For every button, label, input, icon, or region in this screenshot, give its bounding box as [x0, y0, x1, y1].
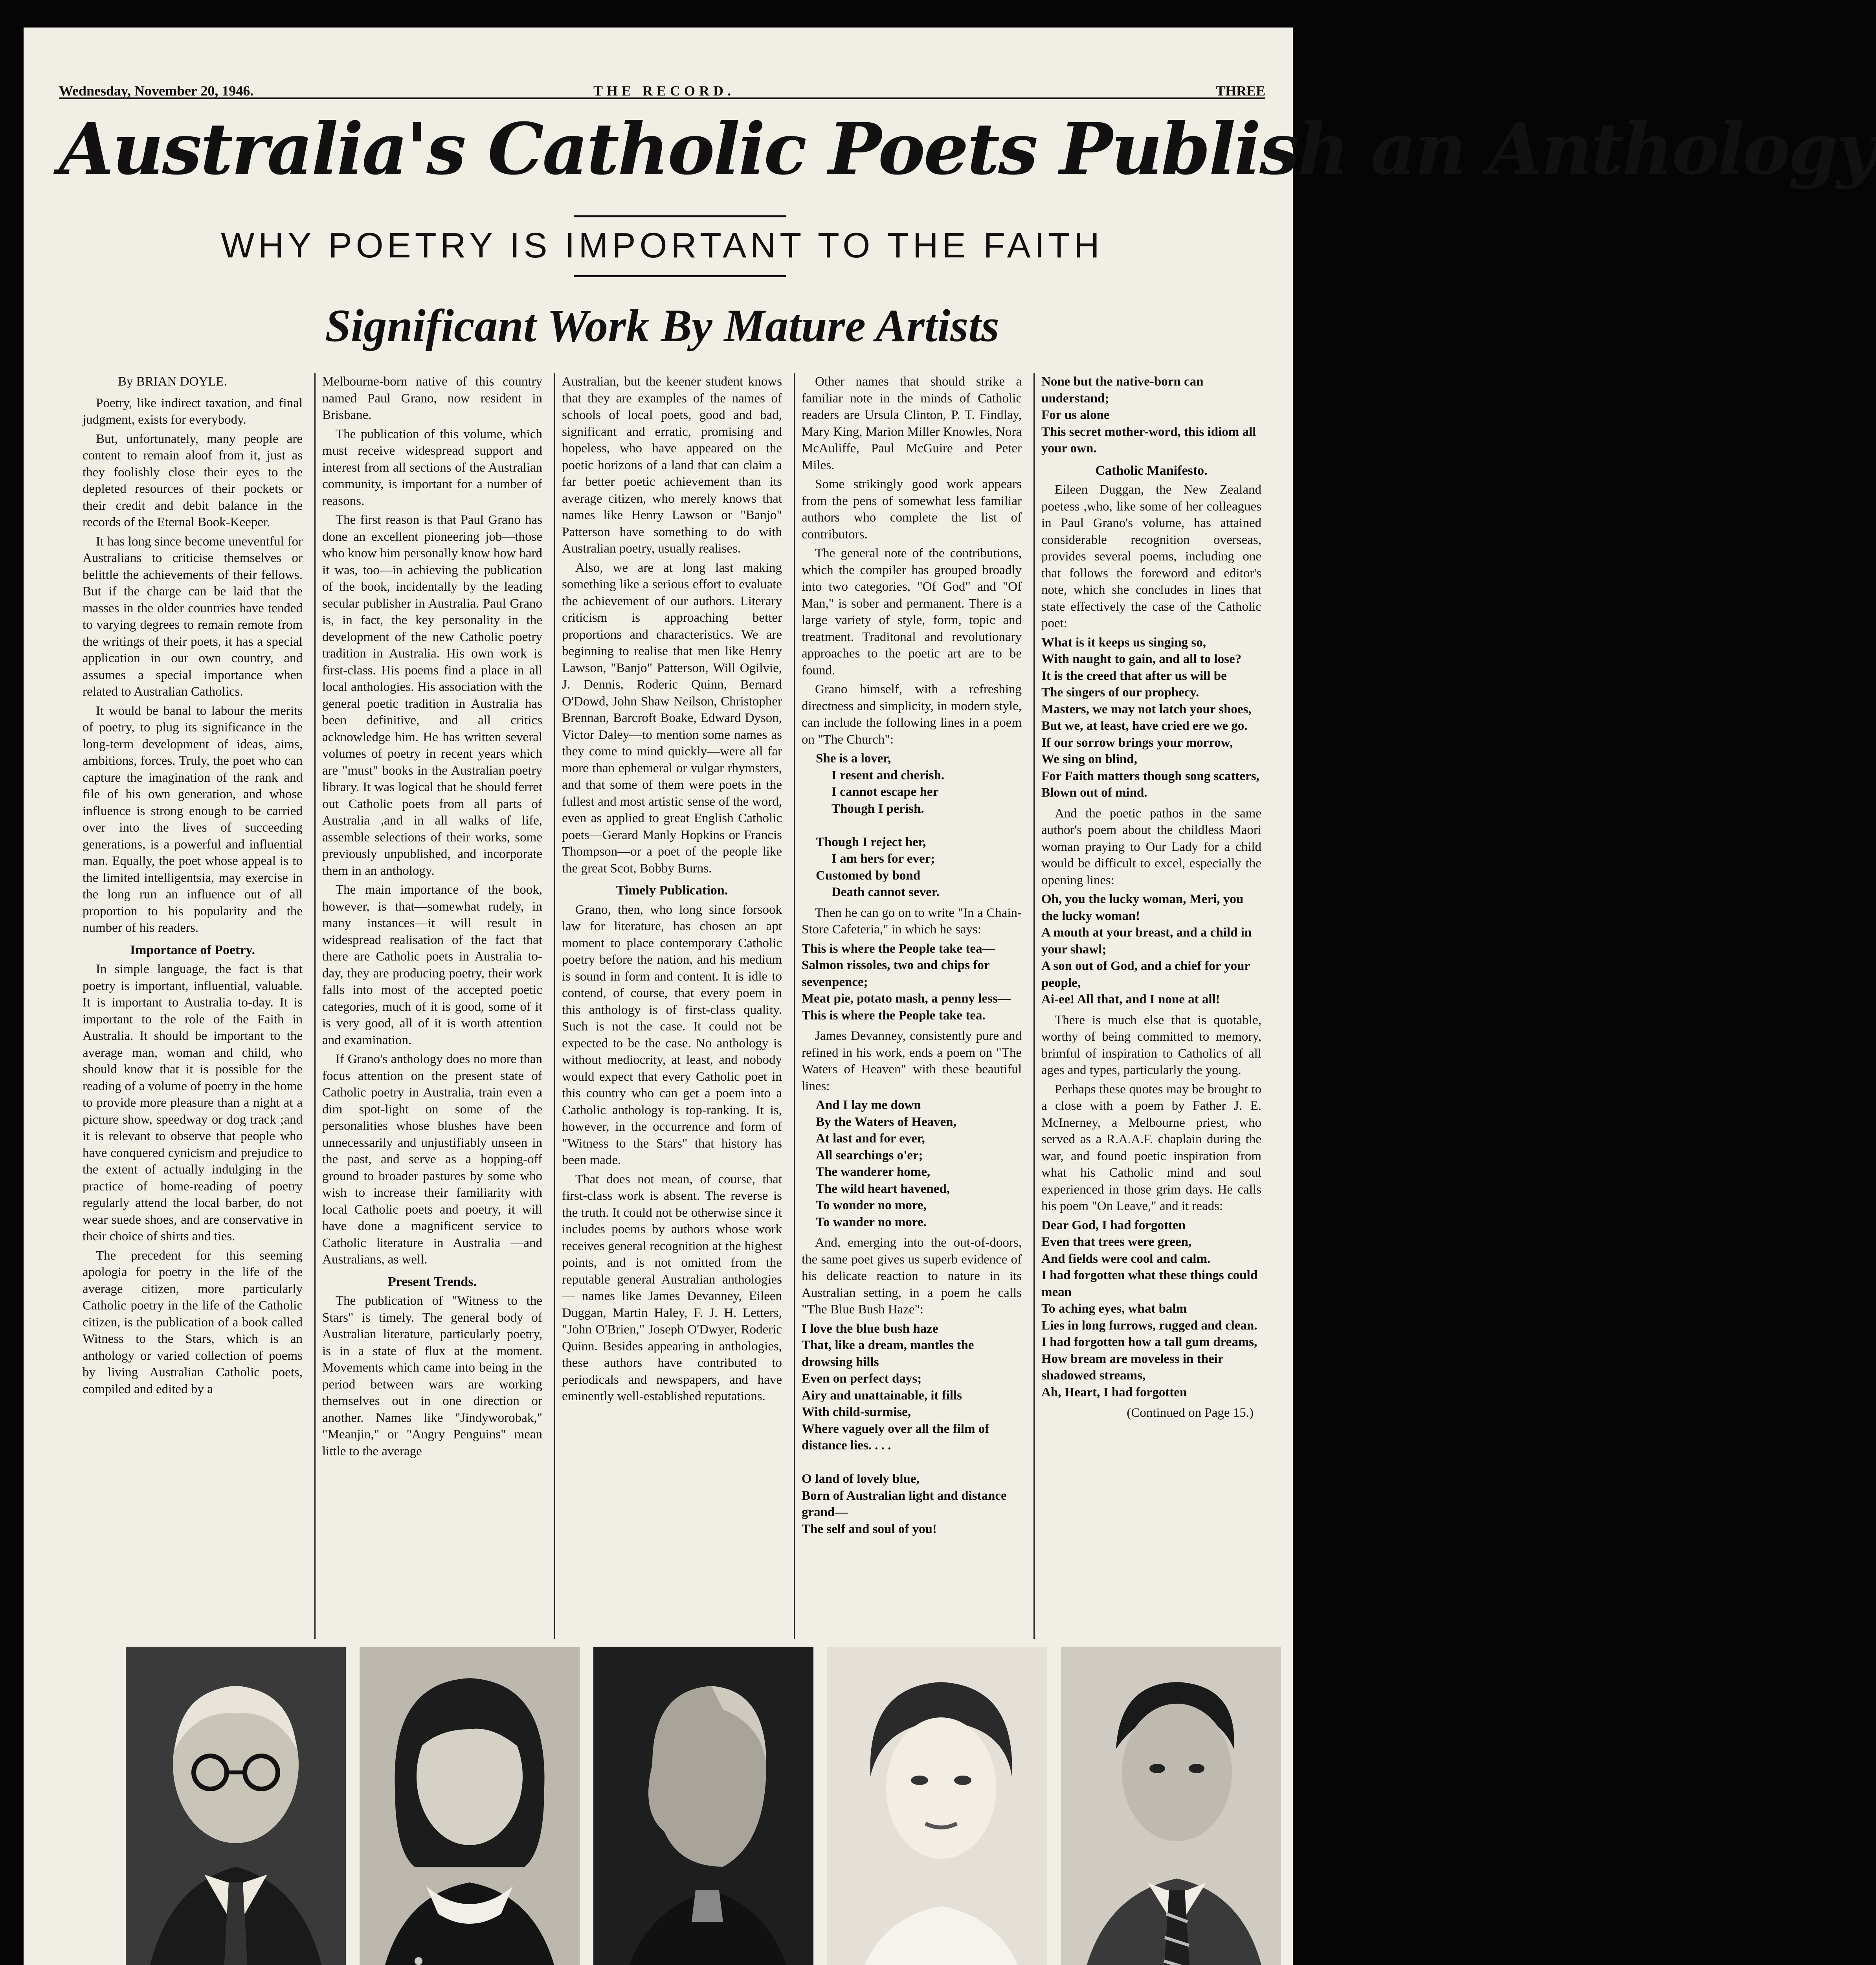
- paragraph: Then he can go on to write "In a Chain-Store Cafeteria," in which he says:: [802, 905, 1022, 937]
- article-body: [83, 373, 1273, 1651]
- paragraph: If Grano's anthology does no more than focus attention on the present state of Catholic poetry in Australia, train even a dim spot-light on some of the personalities whose blushes have been unnecessarily and unjustifiably unseen in the past, and serve as a hopping-off ground to broader pastures by some who wish to increase their familiarity with local Catholic poets and poetry, it will have done a magnificent service to Catholic literature in Australia —and Australians, as well.: [322, 1052, 542, 1267]
- portrait-strip: [126, 1647, 1281, 1965]
- verse-line: Ai-ee! All that, and I none at all!: [1041, 992, 1220, 1006]
- verse-line: Oh, you the lucky woman, Meri, you the lucky woman!: [1041, 892, 1244, 923]
- portrait-martin-haley: [1061, 1647, 1281, 1965]
- column-rule: [794, 373, 795, 1639]
- paragraph: Poetry, like indirect taxation, and final judgment, exists for everybody.: [83, 396, 303, 427]
- verse-line: For Faith matters though song scatters,: [1041, 769, 1259, 783]
- portrait-photo: [360, 1647, 580, 1965]
- poem-excerpt-on-leave: [1041, 1217, 1261, 1401]
- verse-line: Where vaguely over all the film of distance lies. . . .: [802, 1421, 989, 1453]
- verse-line: Customed by bond: [816, 868, 920, 883]
- continued-note: (Continued on Page 15.): [1127, 1406, 1254, 1420]
- column-rule: [554, 373, 555, 1639]
- verse-line: O land of lovely blue,: [802, 1472, 920, 1486]
- verse-line: Ah, Heart, I had forgotten: [1041, 1385, 1187, 1399]
- portrait-james-devanney: [126, 1647, 346, 1965]
- poem-excerpt-the-church: [816, 750, 1022, 901]
- verse-line: If our sorrow brings your morrow,: [1041, 735, 1233, 750]
- verse-line: Even that trees were green,: [1041, 1235, 1192, 1249]
- verse-line: And I lay me down: [816, 1098, 921, 1112]
- section-heading: Importance of Poetry.: [130, 942, 255, 957]
- poem-excerpt-maori-woman: [1041, 891, 1261, 1008]
- paragraph: Also, we are at long last making something like a serious effort to evaluate the achievement of our authors. Literary criticism is approaching better proportions and characteristics. We are beginning to realise that men like Henry Lawson, "Banjo" Patterson, Will Ogilvie, J. Dennis, Roderic Quinn, Bernard O'Dowd, John Shaw Neilson, Christopher Brennan, Barcroft Boake, Edward Dyson, Victor Daley—to mention some names as they come to mind quickly—were all far more than ephemeral or vulgar rhymsters, and that some of them were poets in the fullest and most artistic sense of the word, even as applied to great English Catholic poets—Gerard Manly Hopkins or Francis Thompson—or a poet of the people like the great Scot, Bobby Burns.: [562, 560, 782, 876]
- verse-line: None but the native-born can understand;: [1041, 375, 1204, 406]
- verse-line: Salmon rissoles, two and chips for sevenpence;: [802, 958, 989, 989]
- headline-rule-bottom: [574, 275, 786, 277]
- paragraph: The precedent for this seeming apologia for poetry in the life of the average citizen, more particularly Catholic poetry in the life of the Catholic citizen, is the publication of a book called Witness to the Stars, which is an anthology or varied collection of poems by living Australian Catholic poets, compiled and edited by a: [83, 1248, 303, 1396]
- poem-excerpt-continued: [1041, 373, 1261, 457]
- verse-line: With naught to gain, and all to lose?: [1041, 652, 1242, 666]
- portrait-photo: [593, 1647, 813, 1965]
- paragraph: The first reason is that Paul Grano has done an excellent pioneering job—those who know him personally know how hard it was, too—in achieving the publication of the book, incidentally by the leading secular publisher in Australia. Paul Grano is, in fact, the key personality in the development of the new Catholic poetry tradition in Australia. His own work is first-class. His poems find a place in all local anthologies. His association with the general poetic tradition in Australia has been definitive, and all critics acknowledge him. He has written several volumes of poetry in recent years which are "must" books in the Australian poetry library. It was logical that he should ferret out Catholic poets from all parts of Australia ,and in all walks of life, assemble selections of their works, some previously unpublished, and incorporate them in an anthology.: [322, 513, 542, 878]
- portrait-paul-grano: [593, 1647, 813, 1965]
- verse-line: This is where the People take tea—: [802, 941, 995, 956]
- paragraph: Some strikingly good work appears from the pens of somewhat less familiar authors who complete the list of contributors.: [802, 477, 1022, 542]
- paragraph: Melbourne-born native of this country named Paul Grano, now resident in Brisbane.: [322, 375, 542, 422]
- verse-line: A mouth at your breast, and a child in your shawl;: [1041, 926, 1252, 957]
- paragraph: James Devanney, consistently pure and refined in his work, ends a poem on "The Waters of Heaven" with these beautiful lines:: [802, 1029, 1022, 1093]
- paragraph: That does not mean, of course, that first-class work is absent. The reverse is the truth. It could not be otherwise since it includes poems by authors whose work receives general recognition at the highest points, and is not omitted from the reputable general Australian anthologies — names like James Devanney, Eileen Duggan, Martin Haley, F. J. H. Letters, "John O'Brien," Joseph O'Dwyer, Roderic Quinn. Besides appearing in anthologies, these authors have contributed to periodicals and newspapers, and have eminently well-established reputations.: [562, 1172, 782, 1403]
- paragraph: And the poetic pathos in the same author's poem about the childless Maori woman praying to Our Lady for a child would be difficult to excel, especially the opening lines:: [1041, 806, 1261, 887]
- portrait-ursula-clinton: [360, 1647, 580, 1965]
- subheadline: WHY POETRY IS IMPORTANT TO THE FAITH: [221, 226, 1103, 265]
- verse-line: Dear God, I had forgotten: [1041, 1218, 1186, 1232]
- byline: By BRIAN DOYLE.: [118, 375, 227, 389]
- paragraph: Eileen Duggan, the New Zealand poetess ,who, like some of her colleagues in Paul Grano's volume, has attained considerable recognition overseas, provides several poems, including one that follows the foreword and editor's note, which she concludes in lines that state effectively the case of the Catholic poet:: [1041, 483, 1261, 630]
- paragraph: Perhaps these quotes may be brought to a close with a poem by Father J. E. McInerney, a Melbourne priest, who served as a R.A.A.F. chaplain during the war, and found poetic inspiration from what his Catholic mind and soul experienced in those grim days. He calls his poem "On Leave," and it reads:: [1041, 1082, 1261, 1213]
- verse-line: Though I perish.: [832, 801, 924, 816]
- paragraph: Australian, but the keener student knows that they are examples of the names of schools of local poets, good and bad, significant and erratic, promising and hopeless, who have appeared on the poetic horizons of a land that can claim a far better poetic achievement than its average citizen, who merely knows that names like Henry Lawson or "Banjo" Patterson have something to do with Australian poetry, usually realises.: [562, 375, 782, 556]
- verse-line: I cannot escape her: [832, 785, 939, 799]
- verse-line: All searchings o'er;: [816, 1148, 923, 1162]
- poem-excerpt-waters-of-heaven: [816, 1097, 1022, 1230]
- paragraph: But, unfortunately, many people are content to remain aloof from it, just as they foolishly close their eyes to the depleted resources of their pockets or their credit and debit balance in the records of the Eternal Book-Keeper.: [83, 432, 303, 529]
- paragraph: Grano himself, with a refreshing directness and simplicity, in modern style, can include the following lines in a poem on "The Church":: [802, 682, 1022, 747]
- headline-rule-top: [574, 215, 786, 217]
- section-heading: Present Trends.: [387, 1274, 477, 1289]
- poem-excerpt-blue-bush-haze: [802, 1320, 1022, 1538]
- verse-line: For us alone: [1041, 408, 1110, 422]
- section-heading: Catholic Manifesto.: [1095, 463, 1208, 478]
- verse-line: And fields were cool and calm.: [1041, 1251, 1211, 1266]
- newspaper-name: THE RECORD.: [593, 83, 735, 99]
- verse-line: She is a lover,: [816, 751, 891, 766]
- poem-excerpt-cafeteria: [802, 940, 1022, 1024]
- verse-line: I resent and cherish.: [832, 768, 945, 782]
- paragraph: In simple language, the fact is that poetry is important, influential, valuable. It is important to Australia to-day. It is important to the role of the Faith in Australia. It should be important to the average man, woman and child, who should know that it is possible for the reading of a volume of poetry in the home to provide more pleasure than a night at a picture show, speedway or dog track ;and it is relevant to observe that people who have conquered cynicism and prejudice to the extent of actually indulging in the practice of home-reading of poetry regularly attend the local barber, do not wear suede shoes, and are conservative in their choice of shirts and ties.: [83, 962, 303, 1243]
- verse-line: This is where the People take tea.: [802, 1008, 986, 1023]
- portrait-photo: [827, 1647, 1047, 1965]
- verse-line: The self and soul of you!: [802, 1522, 937, 1536]
- verse-line: At last and for ever,: [816, 1131, 925, 1146]
- verse-line: Airy and unattainable, it fills: [802, 1388, 962, 1403]
- issue-date: Wednesday, November 20, 1946.: [59, 83, 254, 99]
- verse-line: Even on perfect days;: [802, 1372, 922, 1386]
- portrait-mary-king: [827, 1647, 1047, 1965]
- column-rule: [1033, 373, 1035, 1639]
- verse-line: That, like a dream, mantles the drowsing hills: [802, 1338, 974, 1369]
- article-column-1: [83, 373, 303, 1651]
- article-column-5: [1041, 373, 1261, 1651]
- paragraph: Other names that should strike a familiar note in the minds of Catholic readers are Ursula Clinton, P. T. Findlay, Mary King, Marion Miller Knowles, Nora McAuliffe, Paul McGuire and Peter Miles.: [802, 375, 1022, 472]
- portrait-photo: [1061, 1647, 1281, 1965]
- verse-line: I had forgotten how a tall gum dreams,: [1041, 1335, 1257, 1349]
- verse-line: Born of Australian light and distance grand—: [802, 1488, 1007, 1519]
- paragraph: The publication of this volume, which must receive widespread support and interest from all sections of the Australian community, is important for a number of reasons.: [322, 427, 542, 508]
- portrait-photo: [126, 1647, 346, 1965]
- verse-line: To wonder no more,: [816, 1198, 927, 1212]
- verse-line: But we, at least, have cried ere we go.: [1041, 719, 1248, 733]
- verse-line: Lies in long furrows, rugged and clean.: [1041, 1318, 1257, 1333]
- paragraph: The publication of "Witness to the Stars" is timely. The general body of Australian literature, particularly poetry, is in a state of flux at the moment. Movements which came into being in the period between wars are working themselves out in one direction or another. Names like "Jindyworobak," "Meanjin," or "Angry Penguins" mean little to the average: [322, 1294, 542, 1458]
- verse-line: The wanderer home,: [816, 1165, 931, 1179]
- verse-line: I am hers for ever;: [832, 852, 935, 866]
- paragraph: There is much else that is quotable, worthy of being committed to memory, brimful of inspiration to Catholics of all ages and types, particularly the young.: [1041, 1013, 1261, 1077]
- verse-line: This secret mother-word, this idiom all your own.: [1041, 424, 1256, 455]
- section-heading: Timely Publication.: [616, 883, 728, 898]
- verse-line: Masters, we may not latch your shoes,: [1041, 702, 1252, 716]
- paragraph: It would be banal to labour the merits of poetry, to plug its significance in the long-term development of ideas, aims, ambitions, forces. Truly, the poet who can capture the imagination of the rank and file of his own generation, and whose influence is strong enough to be carried over into the lives of succeeding generations, is a powerful and influential man. Equally, the poet whose appeal is to the limited intelligentsia, may exercise in the long run an influence out of all proportion to his popularity and the number of his readers.: [83, 703, 303, 935]
- verse-line: How bream are moveless in their shadowed streams,: [1041, 1352, 1223, 1383]
- paragraph: The main importance of the book, however, is that—somewhat rudely, in many instances—it will result in widespread realisation of the fact that there are Catholic poets in Australia to-day, they are producing poetry, their work falls into most of the accepted poetic categories, much of it is good, some of it is very good, all of it is worth attention and examination.: [322, 883, 542, 1047]
- verse-line: Blown out of mind.: [1041, 786, 1147, 800]
- verse-line: The singers of our prophecy.: [1041, 685, 1199, 700]
- article-column-4: [802, 373, 1022, 1651]
- verse-line: It is the creed that after us will be: [1041, 668, 1227, 683]
- verse-line: What is it keeps us singing so,: [1041, 635, 1206, 650]
- verse-line: Meat pie, potato mash, a penny less—: [802, 992, 1011, 1006]
- page-number: THREE: [1215, 83, 1265, 99]
- article-column-3: [562, 373, 782, 1651]
- paragraph: The general note of the contributions, which the compiler has grouped broadly into two categories, "Of God" and "Of Man," is sober and permanent. There is a large variety of style, form, topic and treatment. Traditonal and revolutionary approaches to the poetic art are to be found.: [802, 546, 1022, 678]
- paragraph: Grano, then, who long since forsook law for literature, has chosen an apt moment to place contemporary Catholic poetry before the nation, and his medium is sound in form and content. It is idle to contend, of course, that every poem in this anthology is of first-class quality. Such is not the case. It could not be expected to be the case. No anthology is without mediocrity, at least, and nobody would expect that every Catholic poet in this country who can get a poem into a Catholic anthology is top-ranking. It is, however, in the occurrence and form of "Witness to the Stars" that history has been made.: [562, 902, 782, 1167]
- headline: Australia's Catholic Poets Publish an Anthology: [59, 108, 1876, 191]
- verse-line: A son out of God, and a chief for your people,: [1041, 959, 1250, 990]
- deck-headline: Significant Work By Mature Artists: [325, 300, 999, 351]
- column-rule: [314, 373, 316, 1639]
- verse-line: I had forgotten what these things could mean: [1041, 1268, 1258, 1299]
- page-header: [59, 83, 1265, 99]
- verse-line: With child-surmise,: [802, 1405, 911, 1419]
- verse-line: Death cannot sever.: [832, 885, 940, 899]
- verse-line: Though I reject her,: [816, 835, 926, 849]
- verse-line: By the Waters of Heaven,: [816, 1115, 956, 1129]
- verse-line: I love the blue bush haze: [802, 1321, 938, 1336]
- verse-line: The wild heart havened,: [816, 1181, 950, 1196]
- verse-line: To wander no more.: [816, 1215, 927, 1229]
- article-column-2: [322, 373, 542, 1651]
- paragraph: And, emerging into the out-of-doors, the same poet gives us superb evidence of his delicate reaction to nature in its Australian setting, in a poem he calls "The Blue Bush Haze":: [802, 1236, 1022, 1317]
- verse-line: To aching eyes, what balm: [1041, 1302, 1187, 1316]
- verse-line: We sing on blind,: [1041, 752, 1137, 766]
- poem-excerpt-duggan: [1041, 634, 1261, 801]
- paragraph: It has long since become uneventful for Australians to criticise themselves or belittle the achievements of their fellows. But if the charge can be laid that the masses in the older countries have tended to varying degrees to remain remote from the writings of their poets, it has a special application in our own country, and assumes a special importance when related to Australian Catholics.: [83, 534, 303, 699]
